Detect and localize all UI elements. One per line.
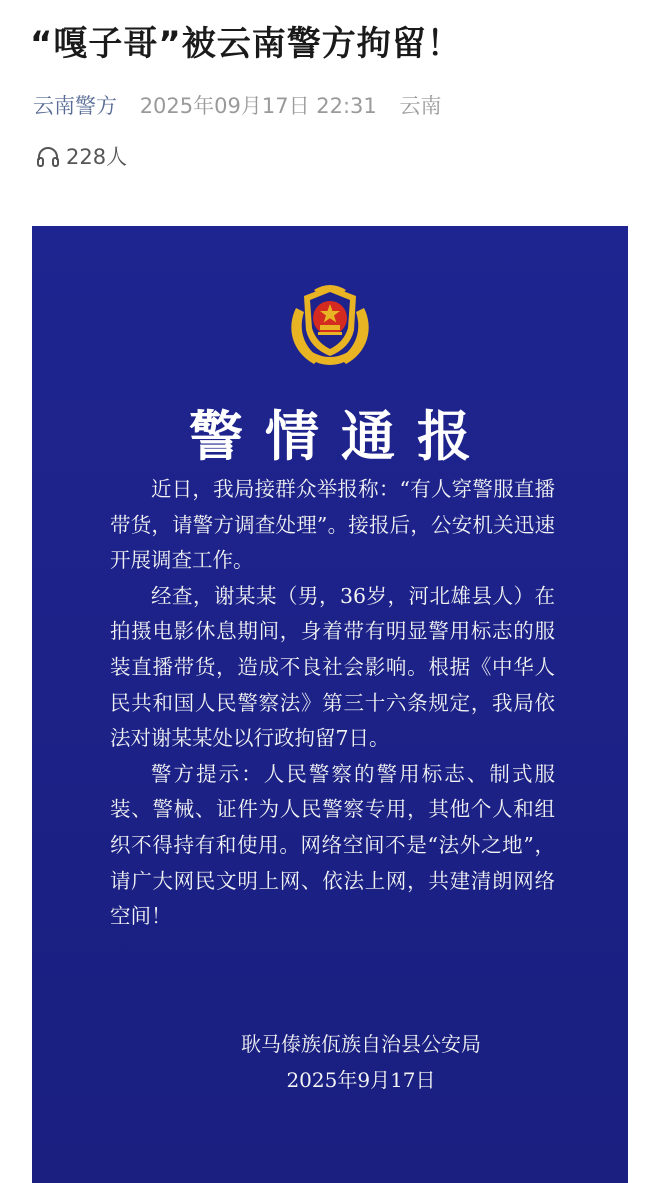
notice-paragraph: 近日，我局接群众举报称：“有人穿警服直播带货，请警方调查处理”。接报后，公安机关迅速开展调查工作。	[110, 477, 555, 573]
author-link[interactable]: 云南警方	[33, 94, 117, 118]
listen-count-label: 228人	[66, 145, 128, 169]
notice-signature	[32, 1026, 628, 1098]
issue-date: 2025年9月17日	[286, 1068, 436, 1092]
headphones-icon	[36, 145, 60, 167]
notice-body	[110, 472, 555, 935]
article-meta	[33, 90, 441, 120]
notice-paragraph: 警方提示：人民警察的警用标志、制式服装、警械、证件为人民警察专用，其他个人和组织不得持有和使用。网络空间不是“法外之地”，请广大网民文明上网、依法上网，共建清朗网络空间！	[110, 761, 555, 929]
issuer-name: 耿马傣族佤族自治县公安局	[241, 1032, 481, 1056]
publish-date: 2025年09月17日 22:31	[139, 94, 377, 118]
police-emblem	[284, 278, 376, 372]
article-title: “嘎子哥”被云南警方拘留！	[30, 24, 462, 64]
listen-count[interactable]	[36, 141, 127, 171]
police-notice-image	[32, 226, 628, 1183]
publish-location: 云南	[399, 94, 442, 118]
notice-heading: 警情通报	[189, 404, 493, 468]
notice-paragraph: 经查，谢某某（男，36岁，河北雄县人）在拍摄电影休息期间，身着带有明显警用标志的服装直播带货，造成不良社会影响。根据《中华人民共和国人民警察法》第三十六条规定，我局依法对谢某某处以行政拘留7日。	[110, 583, 555, 751]
